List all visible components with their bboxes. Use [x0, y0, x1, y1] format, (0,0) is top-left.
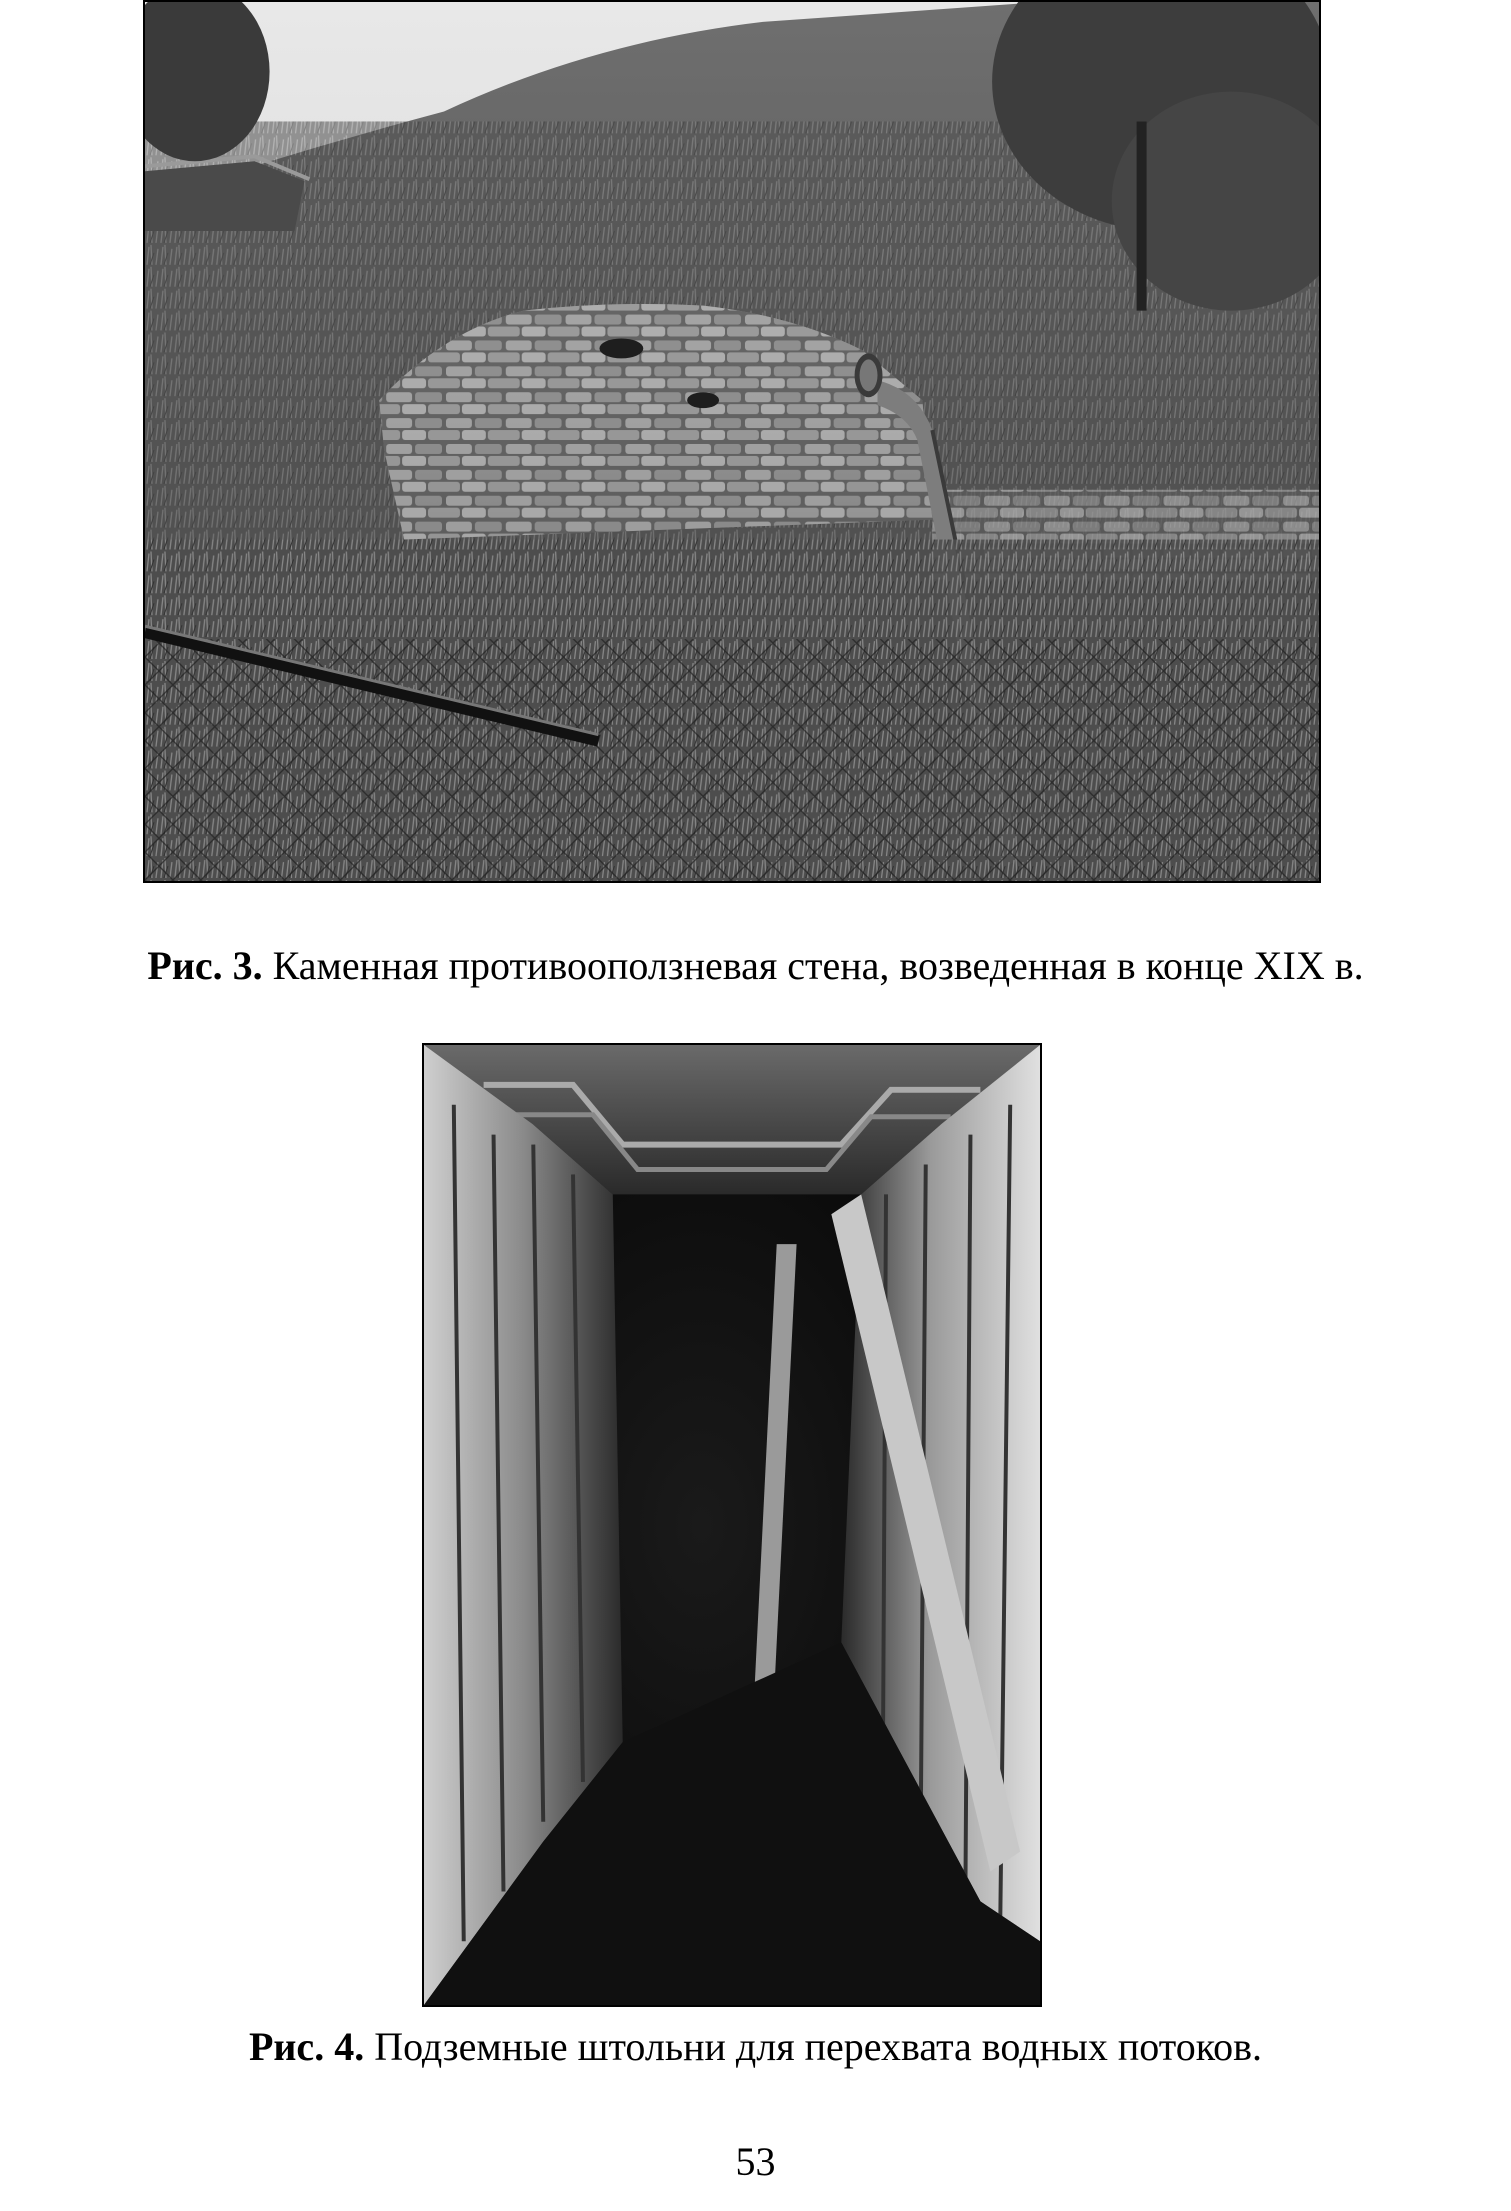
figure-3-photo: [143, 0, 1321, 883]
figure-4-caption: [0, 2023, 1511, 2071]
figure-4-label: Рис. 4.: [248, 2024, 365, 2069]
figure-3-caption: [0, 942, 1511, 990]
figure-3-label: Рис. 3.: [147, 943, 263, 988]
adit-tunnel-photo: [424, 1045, 1040, 2005]
figure-3-caption-text: Каменная противооползневая стена, возведенная в конце XIX в.: [272, 943, 1364, 988]
page-number: 53: [735, 2139, 776, 2184]
stone-wall-photo: [145, 2, 1319, 881]
figure-4-caption-text: Подземные штольни для перехвата водных потоков.: [374, 2024, 1263, 2069]
figure-4-photo: [422, 1043, 1042, 2007]
